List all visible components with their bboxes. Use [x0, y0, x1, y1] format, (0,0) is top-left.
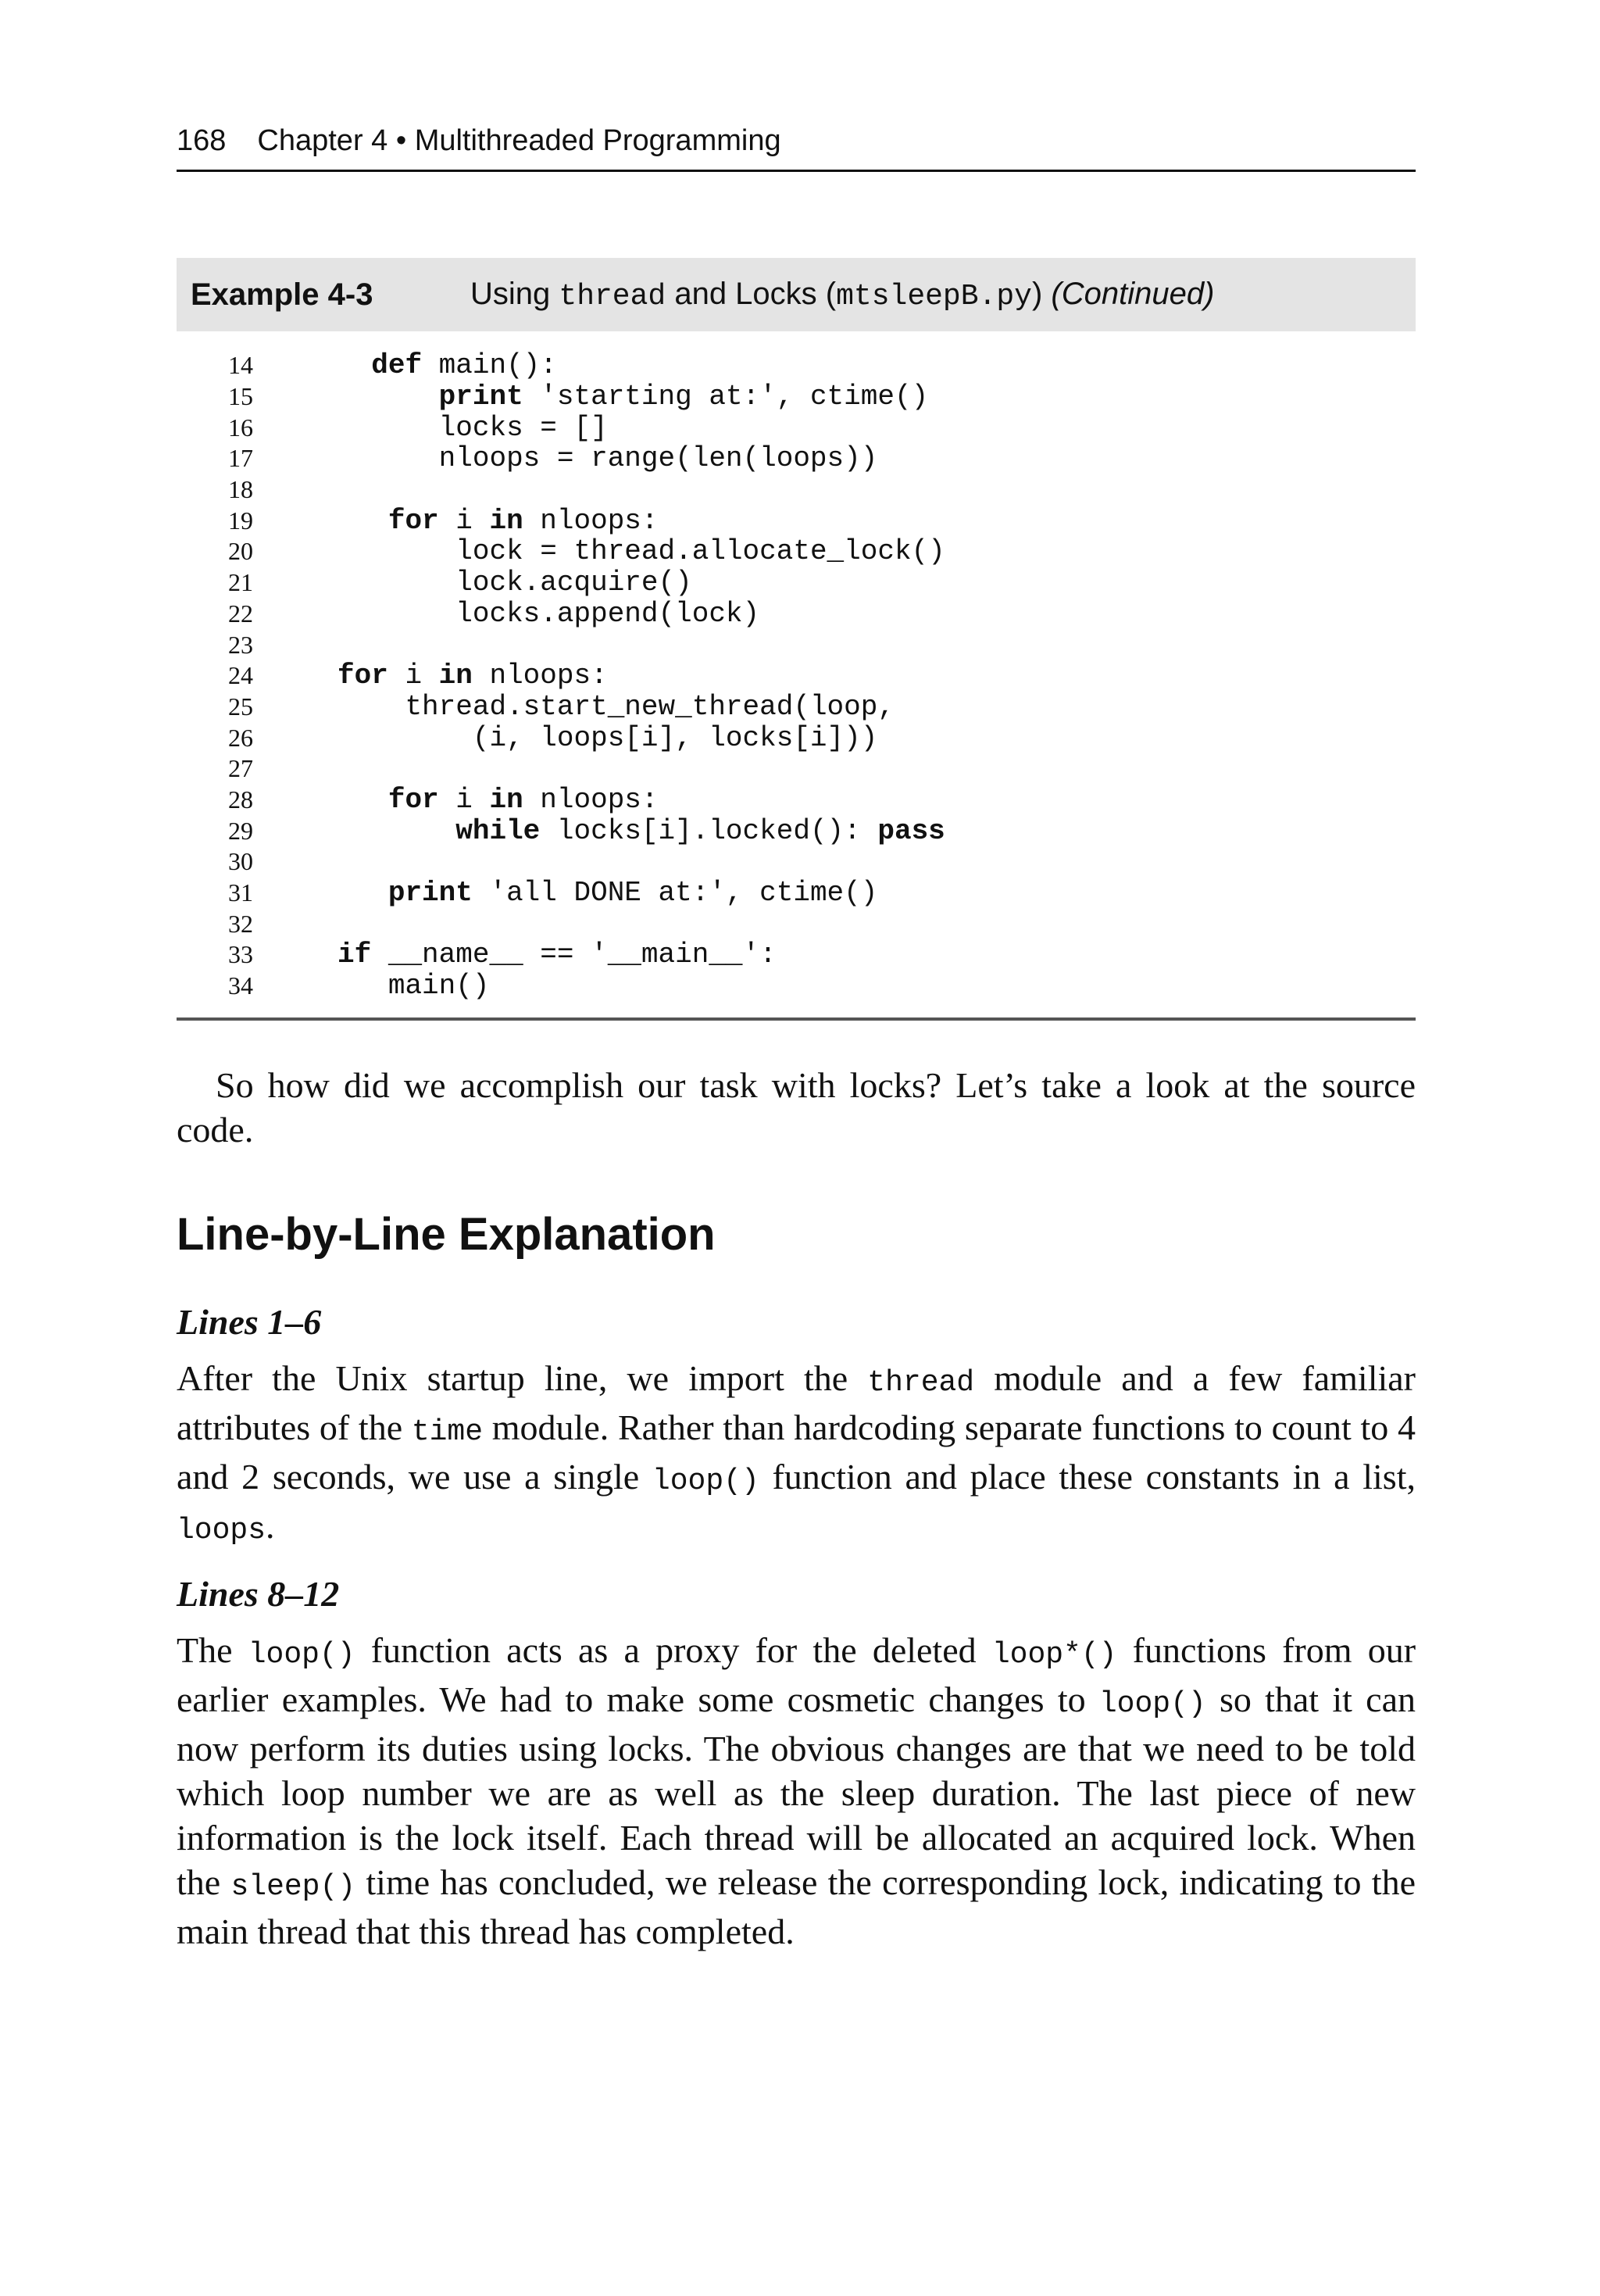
code-text: thread.start_new_thread(loop, — [405, 690, 895, 723]
line-number: 22 — [228, 599, 253, 628]
code-listing — [177, 350, 1416, 1001]
code-text: if __name__ == '__main__': — [338, 939, 777, 971]
subhead-lines-1-6: Lines 1–6 — [177, 1302, 322, 1342]
code-line — [177, 536, 1416, 567]
running-title: Chapter 4 • Multithreaded Programming — [257, 124, 781, 157]
code-line — [177, 381, 1416, 413]
code-bottom-rule — [177, 1017, 1416, 1021]
code-line — [177, 971, 1416, 1002]
code-line — [177, 878, 1416, 909]
inline-code: loop*() — [991, 1638, 1117, 1672]
inline-code: thread — [867, 1366, 975, 1400]
code-text: lock.acquire() — [455, 567, 692, 599]
line-number: 25 — [228, 692, 253, 721]
line-number: 30 — [228, 847, 253, 876]
code-text — [253, 908, 338, 940]
line-number: 28 — [228, 785, 253, 814]
code-line — [177, 629, 1416, 660]
code-text — [253, 753, 338, 785]
code-text: main() — [388, 970, 490, 1003]
code-keyword: def — [371, 349, 423, 382]
code-text: print 'starting at:', ctime() — [438, 381, 929, 413]
code-text — [253, 474, 338, 506]
example-caption — [177, 258, 1416, 331]
code-text: locks = [] — [438, 411, 608, 444]
code-text: while locks[i].locked(): pass — [455, 814, 945, 847]
code-text: locks.append(lock) — [455, 597, 760, 630]
inline-code: loops — [177, 1514, 266, 1547]
inline-code: time — [411, 1415, 484, 1449]
file-name: mtsleepB.py — [836, 279, 1032, 313]
line-number: 27 — [228, 754, 253, 783]
code-text: (i, loops[i], locks[i])) — [472, 721, 878, 754]
code-line — [177, 443, 1416, 474]
example-label: Example 4-3 — [191, 277, 373, 312]
line-number: 34 — [228, 971, 253, 1000]
code-line — [177, 846, 1416, 878]
code-text: for i in nloops: — [388, 504, 659, 537]
line-number: 18 — [228, 475, 253, 504]
code-text — [253, 846, 338, 878]
code-line — [177, 785, 1416, 816]
line-number: 26 — [228, 723, 253, 752]
code-keyword: in — [489, 504, 523, 537]
paragraph-lines-1-6: After the Unix startup line, we import the thread module and a few familiar attributes of the time module. Rather than hardcoding separate functions to count to 4 and 2 seconds, we use a single loop() function and place these constants in a list, loops. — [177, 1358, 1416, 1547]
code-text: nloops = range(len(loops)) — [438, 442, 878, 475]
inline-code: loop() — [1098, 1687, 1206, 1721]
code-line — [177, 815, 1416, 846]
code-line — [177, 692, 1416, 723]
code-line — [177, 350, 1416, 381]
code-text: print 'all DONE at:', ctime() — [388, 877, 878, 910]
continued-note: (Continued) — [1042, 276, 1215, 311]
line-number: 16 — [228, 413, 253, 442]
code-keyword: pass — [877, 814, 945, 847]
running-header — [177, 121, 1416, 172]
code-keyword: for — [338, 660, 388, 692]
line-number: 29 — [228, 816, 253, 845]
inline-code: sleep() — [230, 1870, 356, 1904]
line-number: 32 — [228, 909, 253, 938]
code-keyword: if — [338, 939, 372, 971]
line-number: 21 — [228, 568, 253, 597]
code-text: lock = thread.allocate_lock() — [455, 535, 945, 568]
code-line — [177, 412, 1416, 443]
code-line — [177, 660, 1416, 692]
line-number: 17 — [228, 444, 253, 473]
code-keyword: for — [388, 504, 439, 537]
code-line — [177, 908, 1416, 939]
subhead-lines-8-12: Lines 8–12 — [177, 1574, 340, 1614]
line-number: 20 — [228, 537, 253, 566]
code-line — [177, 753, 1416, 785]
section-title: Line-by-Line Explanation — [177, 1209, 716, 1260]
code-keyword: for — [388, 783, 439, 816]
code-text: def main(): — [371, 349, 557, 382]
code-line — [177, 939, 1416, 971]
code-text: for i in nloops: — [388, 783, 659, 816]
code-text: for i in nloops: — [338, 660, 608, 692]
intro-paragraph: So how did we accomplish our task with locks? Let’s take a look at the source code. — [177, 1065, 1416, 1150]
code-keyword: print — [388, 877, 473, 910]
code-line — [177, 474, 1416, 506]
module-name: thread — [559, 279, 666, 313]
inline-code: loop() — [652, 1465, 759, 1498]
line-number: 14 — [228, 351, 253, 380]
page-number: 168 — [177, 124, 227, 157]
line-number: 19 — [228, 506, 253, 535]
line-number: 15 — [228, 382, 253, 411]
code-line — [177, 567, 1416, 599]
inline-code: loop() — [248, 1638, 355, 1672]
code-keyword: in — [438, 660, 473, 692]
line-number: 33 — [228, 940, 253, 969]
code-keyword: print — [438, 381, 523, 413]
line-number: 31 — [228, 878, 253, 907]
code-keyword: in — [489, 783, 523, 816]
code-keyword: while — [455, 814, 541, 847]
code-line — [177, 722, 1416, 753]
code-line — [177, 599, 1416, 630]
code-line — [177, 505, 1416, 536]
example-title: Using thread and Locks (mtsleepB.py) (Continued) — [470, 276, 1215, 313]
paragraph-lines-8-12: The loop() function acts as a proxy for the deleted loop*() functions from our earlier examples. We had to make some cosmetic changes to loop() so that it can now perform its duties using locks. The obvious changes are that we need to be told which loop number we are as well as the sleep duration. The last piece of new information is the lock itself. Each thread will be allocated an acquired lock. When the sleep() time has concluded, we release the corresponding lock, indicating to the main thread that this thread has completed. — [177, 1630, 1416, 1951]
line-number: 23 — [228, 630, 253, 659]
code-text — [253, 629, 338, 661]
line-number: 24 — [228, 661, 253, 690]
